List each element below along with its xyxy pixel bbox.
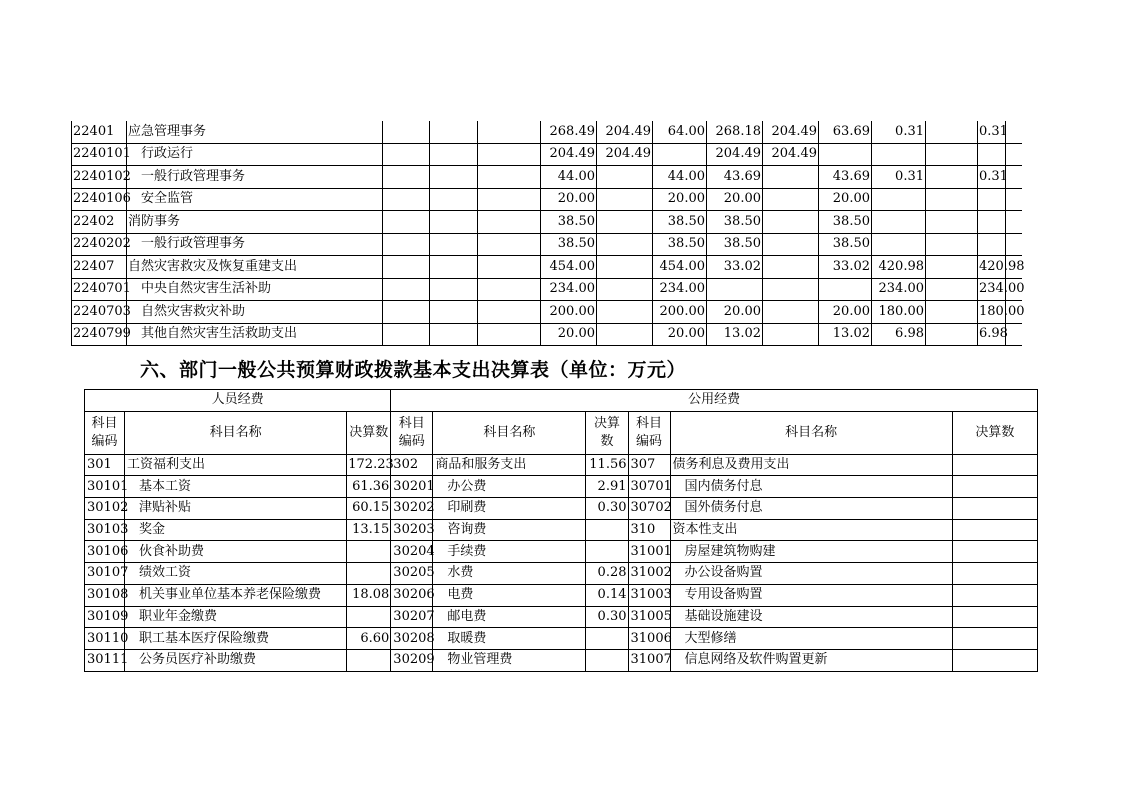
subject-name: 消防事务: [127, 211, 383, 234]
amount-cell: [347, 649, 391, 671]
amount-cell: 44.00: [541, 166, 597, 189]
amount-cell: [430, 233, 478, 256]
subject-name: 手续费: [433, 541, 586, 563]
subject-code: 30103: [85, 519, 125, 541]
amount-cell: 204.49: [541, 143, 597, 166]
subject-name: 房屋建筑物购建: [670, 541, 952, 563]
subject-code: 30111: [85, 649, 125, 671]
subject-name: 应急管理事务: [127, 121, 383, 143]
amount-cell: [1006, 166, 1023, 189]
amount-cell: 204.49: [763, 143, 819, 166]
amount-cell: [430, 323, 478, 346]
amount-cell: 234.00: [978, 278, 1006, 301]
subject-code: 30201: [391, 476, 433, 498]
subject-name: 中央自然灾害生活补助: [127, 278, 383, 301]
header-name: 科目名称: [670, 411, 952, 454]
amount-cell: 204.49: [707, 143, 763, 166]
amount-cell: [926, 143, 978, 166]
table-row: [72, 188, 1023, 211]
amount-cell: [478, 121, 541, 143]
amount-cell: [383, 256, 430, 279]
amount-cell: 0.14: [586, 584, 628, 606]
amount-cell: [926, 323, 978, 346]
amount-cell: 204.49: [597, 121, 653, 143]
page-title: 六、部门一般公共预算财政拨款基本支出决算表（单位：万元）: [140, 359, 687, 381]
amount-cell: [383, 323, 430, 346]
amount-cell: 38.50: [653, 211, 707, 234]
amount-cell: 234.00: [541, 278, 597, 301]
amount-cell: 38.50: [707, 211, 763, 234]
header-amount: 决算数: [586, 411, 628, 454]
amount-cell: 6.60: [347, 628, 391, 650]
amount-cell: [478, 301, 541, 324]
subject-code: 2240106: [72, 188, 127, 211]
amount-cell: [478, 188, 541, 211]
table-row: [72, 301, 1023, 324]
amount-cell: [952, 649, 1037, 671]
amount-cell: [430, 143, 478, 166]
amount-cell: [597, 211, 653, 234]
subject-name: 办公设备购置: [670, 563, 952, 585]
amount-cell: [763, 323, 819, 346]
subject-code: 2240701: [72, 278, 127, 301]
amount-cell: 180.00: [872, 301, 926, 324]
table-row: [85, 563, 1038, 585]
subject-code: 22407: [72, 256, 127, 279]
subject-name: 信息网络及软件购置更新: [670, 649, 952, 671]
amount-cell: 0.31: [978, 121, 1006, 143]
amount-cell: 11.56: [586, 454, 628, 476]
subject-code: 31006: [628, 628, 670, 650]
amount-cell: [383, 188, 430, 211]
subject-name: 基本工资: [125, 476, 347, 498]
amount-cell: [978, 188, 1006, 211]
basic-expenditure-table: [84, 389, 1038, 672]
amount-cell: 43.69: [707, 166, 763, 189]
amount-cell: 38.50: [541, 211, 597, 234]
amount-cell: [707, 278, 763, 301]
subject-code: 30702: [628, 498, 670, 520]
amount-cell: [872, 143, 926, 166]
amount-cell: [763, 301, 819, 324]
amount-cell: [952, 584, 1037, 606]
amount-cell: [978, 233, 1006, 256]
amount-cell: [478, 211, 541, 234]
table-row: [85, 498, 1038, 520]
amount-cell: [586, 541, 628, 563]
amount-cell: [653, 143, 707, 166]
amount-cell: [430, 188, 478, 211]
amount-cell: 454.00: [541, 256, 597, 279]
amount-cell: [586, 649, 628, 671]
subject-name: 资本性支出: [670, 519, 952, 541]
amount-cell: [1006, 233, 1023, 256]
subject-name: 职工基本医疗保险缴费: [125, 628, 347, 650]
subject-code: 30202: [391, 498, 433, 520]
amount-cell: 204.49: [763, 121, 819, 143]
subject-name: 伙食补助费: [125, 541, 347, 563]
amount-cell: 204.49: [597, 143, 653, 166]
subject-name: 绩效工资: [125, 563, 347, 585]
amount-cell: [872, 233, 926, 256]
amount-cell: 0.31: [872, 121, 926, 143]
subject-name: 行政运行: [127, 143, 383, 166]
subject-name: 债务利息及费用支出: [670, 454, 952, 476]
table-row: [85, 541, 1038, 563]
subject-code: 301: [85, 454, 125, 476]
amount-cell: [763, 256, 819, 279]
amount-cell: 13.15: [347, 519, 391, 541]
amount-cell: [347, 541, 391, 563]
subject-code: 310: [628, 519, 670, 541]
amount-cell: [383, 143, 430, 166]
subject-code: 31003: [628, 584, 670, 606]
amount-cell: 0.30: [586, 498, 628, 520]
amount-cell: 38.50: [819, 211, 872, 234]
header-name: 科目名称: [433, 411, 586, 454]
amount-cell: 60.15: [347, 498, 391, 520]
subject-code: 30106: [85, 541, 125, 563]
amount-cell: [926, 211, 978, 234]
amount-cell: [586, 628, 628, 650]
subject-code: 30204: [391, 541, 433, 563]
amount-cell: [478, 323, 541, 346]
amount-cell: 43.69: [819, 166, 872, 189]
subject-code: 30101: [85, 476, 125, 498]
amount-cell: [763, 166, 819, 189]
amount-cell: [926, 188, 978, 211]
amount-cell: 63.69: [819, 121, 872, 143]
amount-cell: 20.00: [541, 188, 597, 211]
header-name: 科目名称: [125, 411, 347, 454]
subject-name: 自然灾害救灾及恢复重建支出: [127, 256, 383, 279]
subject-name: 一般行政管理事务: [127, 233, 383, 256]
subject-code: 22402: [72, 211, 127, 234]
amount-cell: 0.31: [978, 166, 1006, 189]
amount-cell: 234.00: [872, 278, 926, 301]
amount-cell: [819, 143, 872, 166]
group-header-public: 公用经费: [391, 390, 1038, 412]
header-amount: 决算数: [347, 411, 391, 454]
subject-name: 工资福利支出: [125, 454, 347, 476]
amount-cell: [952, 519, 1037, 541]
subject-name: 国外债务付息: [670, 498, 952, 520]
table-row: [72, 233, 1023, 256]
amount-cell: [430, 211, 478, 234]
amount-cell: 38.50: [707, 233, 763, 256]
amount-cell: 38.50: [653, 233, 707, 256]
subject-name: 其他自然灾害生活救助支出: [127, 323, 383, 346]
amount-cell: [926, 121, 978, 143]
amount-cell: [597, 278, 653, 301]
subject-name: 取暖费: [433, 628, 586, 650]
amount-cell: [597, 188, 653, 211]
subject-code: 30206: [391, 584, 433, 606]
amount-cell: [978, 143, 1006, 166]
subject-name: 商品和服务支出: [433, 454, 586, 476]
amount-cell: [478, 143, 541, 166]
amount-cell: [952, 606, 1037, 628]
subject-name: 职业年金缴费: [125, 606, 347, 628]
amount-cell: 0.28: [586, 563, 628, 585]
subject-name: 邮电费: [433, 606, 586, 628]
amount-cell: [597, 233, 653, 256]
amount-cell: [478, 256, 541, 279]
amount-cell: [978, 211, 1006, 234]
subject-name: 津贴补贴: [125, 498, 347, 520]
subject-code: 31001: [628, 541, 670, 563]
amount-cell: 0.31: [872, 166, 926, 189]
amount-cell: [383, 278, 430, 301]
amount-cell: 20.00: [541, 323, 597, 346]
subject-code: 30209: [391, 649, 433, 671]
table-row: [85, 606, 1038, 628]
amount-cell: [926, 278, 978, 301]
amount-cell: [383, 301, 430, 324]
amount-cell: [347, 563, 391, 585]
subject-name: 电费: [433, 584, 586, 606]
subject-name: 大型修缮: [670, 628, 952, 650]
amount-cell: [597, 301, 653, 324]
subject-name: 基础设施建设: [670, 606, 952, 628]
amount-cell: 20.00: [653, 188, 707, 211]
amount-cell: [383, 211, 430, 234]
header-amount: 决算数: [952, 411, 1037, 454]
amount-cell: [1006, 188, 1023, 211]
amount-cell: [926, 233, 978, 256]
subject-name: 专用设备购置: [670, 584, 952, 606]
table-row: [72, 166, 1023, 189]
amount-cell: 20.00: [707, 301, 763, 324]
amount-cell: [1006, 323, 1023, 346]
subject-name: 水费: [433, 563, 586, 585]
table-row: [72, 121, 1023, 143]
amount-cell: 6.98: [978, 323, 1006, 346]
header-code: 科目编码: [628, 411, 670, 454]
table-row: [85, 649, 1038, 671]
subject-code: 30208: [391, 628, 433, 650]
amount-cell: [952, 498, 1037, 520]
amount-cell: 38.50: [819, 233, 872, 256]
amount-cell: 44.00: [653, 166, 707, 189]
subject-code: 30109: [85, 606, 125, 628]
subject-code: 31002: [628, 563, 670, 585]
subject-code: 2240799: [72, 323, 127, 346]
amount-cell: 20.00: [653, 323, 707, 346]
subject-code: 30207: [391, 606, 433, 628]
amount-cell: [430, 166, 478, 189]
subject-name: 国内债务付息: [670, 476, 952, 498]
subject-name: 奖金: [125, 519, 347, 541]
subject-name: 机关事业单位基本养老保险缴费: [125, 584, 347, 606]
table-row: [85, 628, 1038, 650]
amount-cell: 454.00: [653, 256, 707, 279]
amount-cell: 20.00: [819, 188, 872, 211]
subject-name: 自然灾害救灾补助: [127, 301, 383, 324]
amount-cell: 33.02: [707, 256, 763, 279]
amount-cell: [430, 256, 478, 279]
amount-cell: [430, 278, 478, 301]
subject-code: 2240202: [72, 233, 127, 256]
subject-name: 安全监管: [127, 188, 383, 211]
amount-cell: [383, 166, 430, 189]
table-row: [72, 323, 1023, 346]
subject-name: 印刷费: [433, 498, 586, 520]
subject-code: 30102: [85, 498, 125, 520]
amount-cell: 13.02: [707, 323, 763, 346]
amount-cell: 180.00: [978, 301, 1006, 324]
table-row: [72, 278, 1023, 301]
subject-code: 30701: [628, 476, 670, 498]
amount-cell: [926, 166, 978, 189]
amount-cell: [347, 606, 391, 628]
amount-cell: [872, 211, 926, 234]
subject-code: 30203: [391, 519, 433, 541]
table-row: [72, 211, 1023, 234]
subject-name: 物业管理费: [433, 649, 586, 671]
subject-code: 2240703: [72, 301, 127, 324]
amount-cell: 234.00: [653, 278, 707, 301]
amount-cell: [1006, 143, 1023, 166]
subject-code: 30107: [85, 563, 125, 585]
subject-name: 公务员医疗补助缴费: [125, 649, 347, 671]
amount-cell: [819, 278, 872, 301]
amount-cell: [952, 628, 1037, 650]
amount-cell: [763, 188, 819, 211]
amount-cell: 33.02: [819, 256, 872, 279]
subject-code: 30108: [85, 584, 125, 606]
amount-cell: [478, 166, 541, 189]
amount-cell: [478, 233, 541, 256]
amount-cell: [1006, 121, 1023, 143]
table-row: [85, 584, 1038, 606]
table-row: [85, 454, 1038, 476]
amount-cell: [952, 541, 1037, 563]
amount-cell: [383, 121, 430, 143]
amount-cell: [952, 563, 1037, 585]
amount-cell: 200.00: [541, 301, 597, 324]
amount-cell: [872, 188, 926, 211]
amount-cell: 38.50: [541, 233, 597, 256]
subject-code: 31007: [628, 649, 670, 671]
amount-cell: 61.36: [347, 476, 391, 498]
amount-cell: [763, 278, 819, 301]
amount-cell: 13.02: [819, 323, 872, 346]
table-row: [85, 519, 1038, 541]
amount-cell: 6.98: [872, 323, 926, 346]
amount-cell: 18.08: [347, 584, 391, 606]
subject-name: 咨询费: [433, 519, 586, 541]
subject-name: 一般行政管理事务: [127, 166, 383, 189]
amount-cell: [597, 323, 653, 346]
amount-cell: [952, 476, 1037, 498]
amount-cell: [763, 211, 819, 234]
subject-code: 2240102: [72, 166, 127, 189]
amount-cell: [926, 256, 978, 279]
amount-cell: [383, 233, 430, 256]
table-row: [72, 143, 1023, 166]
subject-code: 307: [628, 454, 670, 476]
amount-cell: [586, 519, 628, 541]
amount-cell: [430, 121, 478, 143]
subject-code: 22401: [72, 121, 127, 143]
amount-cell: 2.91: [586, 476, 628, 498]
amount-cell: 420.98: [978, 256, 1006, 279]
amount-cell: [597, 166, 653, 189]
expenditure-detail-table: [71, 121, 1025, 346]
amount-cell: [478, 278, 541, 301]
amount-cell: 200.00: [653, 301, 707, 324]
amount-cell: 20.00: [819, 301, 872, 324]
subject-code: 302: [391, 454, 433, 476]
subject-code: 2240101: [72, 143, 127, 166]
table-row: [72, 256, 1023, 279]
amount-cell: [1006, 211, 1023, 234]
amount-cell: [430, 301, 478, 324]
header-code: 科目编码: [85, 411, 125, 454]
amount-cell: 172.23: [347, 454, 391, 476]
amount-cell: [952, 454, 1037, 476]
subject-code: 30110: [85, 628, 125, 650]
amount-cell: 64.00: [653, 121, 707, 143]
amount-cell: [597, 256, 653, 279]
amount-cell: 20.00: [707, 188, 763, 211]
subject-code: 30205: [391, 563, 433, 585]
amount-cell: 268.49: [541, 121, 597, 143]
subject-code: 31005: [628, 606, 670, 628]
amount-cell: [926, 301, 978, 324]
header-code: 科目编码: [391, 411, 433, 454]
amount-cell: [763, 233, 819, 256]
group-header-personnel: 人员经费: [85, 390, 391, 412]
table-row: [85, 476, 1038, 498]
subject-name: 办公费: [433, 476, 586, 498]
amount-cell: 268.18: [707, 121, 763, 143]
amount-cell: 0.30: [586, 606, 628, 628]
amount-cell: 420.98: [872, 256, 926, 279]
